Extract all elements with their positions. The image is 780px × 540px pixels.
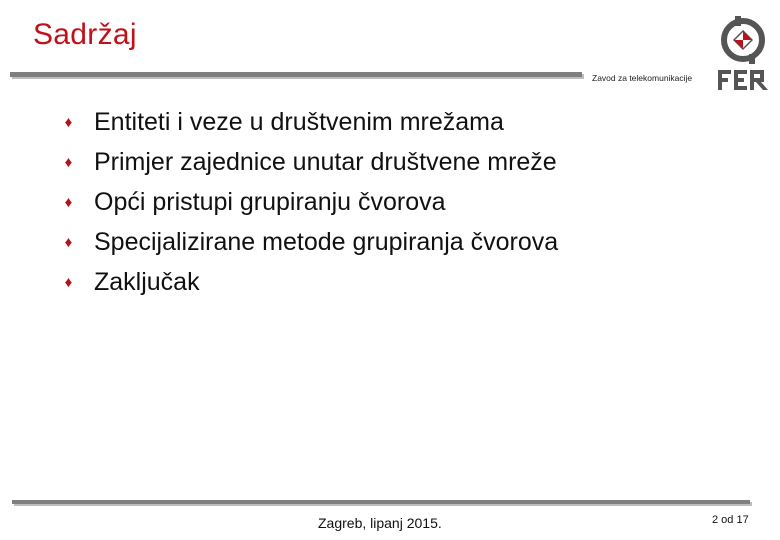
diamond-bullet-icon: ♦ <box>64 233 73 251</box>
fer-logo <box>716 14 770 97</box>
footer-divider <box>12 500 750 504</box>
list-item <box>62 222 558 262</box>
list-item-text: Zaključak <box>94 267 200 296</box>
diamond-bullet-icon: ♦ <box>64 153 73 171</box>
list-item-text: Entiteti i veze u društvenim mrežama <box>94 107 504 136</box>
page-number: 2 od 17 <box>712 514 749 526</box>
slide-title: Sadržaj <box>33 18 137 51</box>
list-item <box>62 262 558 302</box>
list-item-text: Primjer zajednice unutar društvene mreže <box>94 147 557 176</box>
header-divider <box>10 72 582 77</box>
list-item-text: Opći pristupi grupiranju čvorova <box>94 187 446 216</box>
fer-logo-icon <box>716 14 770 92</box>
agenda-list <box>62 102 558 302</box>
list-item <box>62 142 558 182</box>
list-item <box>62 102 558 142</box>
list-item <box>62 182 558 222</box>
department-label: Zavod za telekomunikacije <box>592 73 693 83</box>
list-item-text: Specijalizirane metode grupiranja čvorova <box>94 227 559 256</box>
diamond-bullet-icon: ♦ <box>64 113 73 131</box>
diamond-bullet-icon: ♦ <box>64 273 73 291</box>
footer-date: Zagreb, lipanj 2015. <box>318 515 442 531</box>
diamond-bullet-icon: ♦ <box>64 193 73 211</box>
